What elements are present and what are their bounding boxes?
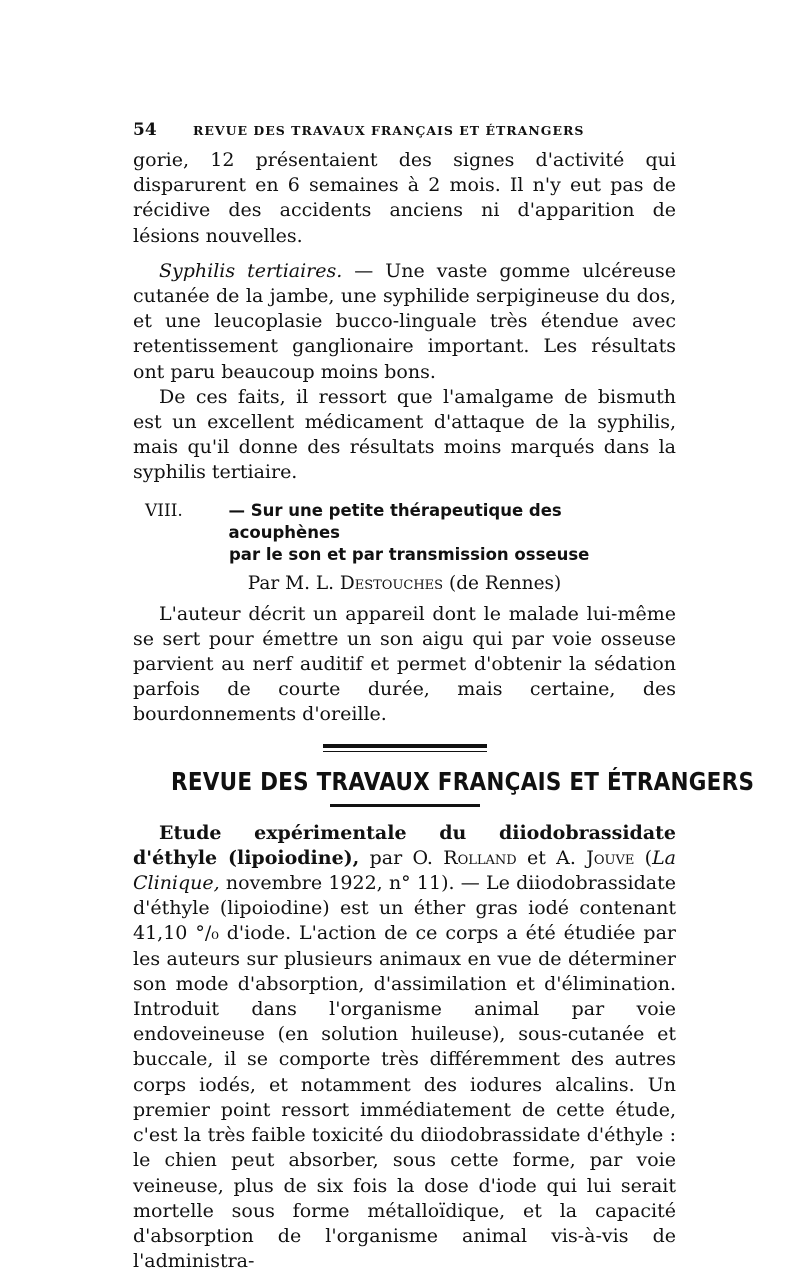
running-title: REVUE DES TRAVAUX FRANÇAIS ET ÉTRANGERS — [193, 123, 585, 138]
article-author — [133, 570, 676, 598]
page-number: 54 — [133, 120, 157, 140]
section-underline — [133, 804, 676, 807]
article-title-line: — Sur une petite thérapeutique des acouphènes — [228, 500, 562, 542]
paragraph — [133, 259, 676, 385]
review-title: Etude expérimentale du diiodobrassidate d'éthyle (lipoiodine), — [133, 821, 676, 869]
paragraph — [133, 821, 676, 1274]
text-run: ( — [634, 846, 653, 869]
running-head — [133, 120, 676, 148]
author-prefix: Par M. L. — [247, 572, 340, 594]
text-run: et A. — [516, 846, 587, 869]
author-name: Rolland — [443, 846, 517, 869]
text-run: par O. — [359, 846, 444, 869]
section-divider — [133, 744, 676, 752]
author-suffix: (de Rennes) — [443, 572, 562, 594]
paragraph: gorie, 12 présentaient des signes d'activité qui disparurent en 6 semaines à 2 mois. Il n'y eut pas de récidive des accidents anciens ni d'apparition de lésions nouvelles. — [133, 149, 676, 247]
article-number: VIII. — [145, 500, 183, 521]
journal-name: La Clinique, — [133, 846, 677, 895]
paragraph: De ces faits, il ressort que l'amalgame de bismuth est un excellent médicament d'attaque de la syphilis, mais qu'il donne des résultats moins marqués dans la syphilis tertiaire. — [133, 385, 676, 484]
article-title-line: par le son et par transmission osseuse — [229, 544, 590, 564]
paragraph: L'auteur décrit un appareil dont le malade lui-même se sert pour émettre un son aigu qui par voie osseuse parvient au nerf auditif et permet d'obtenir la sédation parfois de courte durée, mais certaine, des bourdonnements d'oreille. — [133, 602, 676, 726]
section-heading: REVUE DES TRAVAUX FRANÇAIS ET ÉTRANGERS — [171, 766, 755, 796]
paragraph-text: — Une vaste gomme ulcéreuse cutanée de la jambe, une syphilide serpigineuse du dos, et une leucoplasie bucco-linguale très étendue avec retentissement ganglionaire important. Les résultats ont paru beaucoup moins bons. — [133, 259, 676, 383]
author-name: Jouve — [586, 846, 635, 869]
paragraph-lead: Syphilis tertiaires. — [159, 259, 343, 282]
article-title — [133, 500, 676, 566]
text-run: novembre 1922, n° 11). — Le diiodobrassidate d'éthyle (lipoiodine) est un éther gras iodé contenant 41,10 °/₀ d'iode. L'action de ce corps a été étudiée par les auteurs sur plusieurs animaux en vue de déterminer son mode d'absorption, d'assimilation et d'élimination. Introduit dans l'organisme animal par voie endoveineuse (en solution huileuse), sous-cutanée et buccale, il se comporte très différemment des autres corps iodés, et notamment des iodures alcalins. Un premier point ressort immédiatement de cette étude, c'est la très faible toxicité du diiodobrassidate d'éthyle : le chien peut absorber, sous cette forme, par voie veineuse, plus de six fois la dose d'iode qui lui serait mortelle sous forme métalloïdique, et la capacité d'absorption de l'organisme animal vis-à-vis de l'administra- — [133, 872, 676, 1273]
author-name: Destouches — [339, 572, 444, 594]
